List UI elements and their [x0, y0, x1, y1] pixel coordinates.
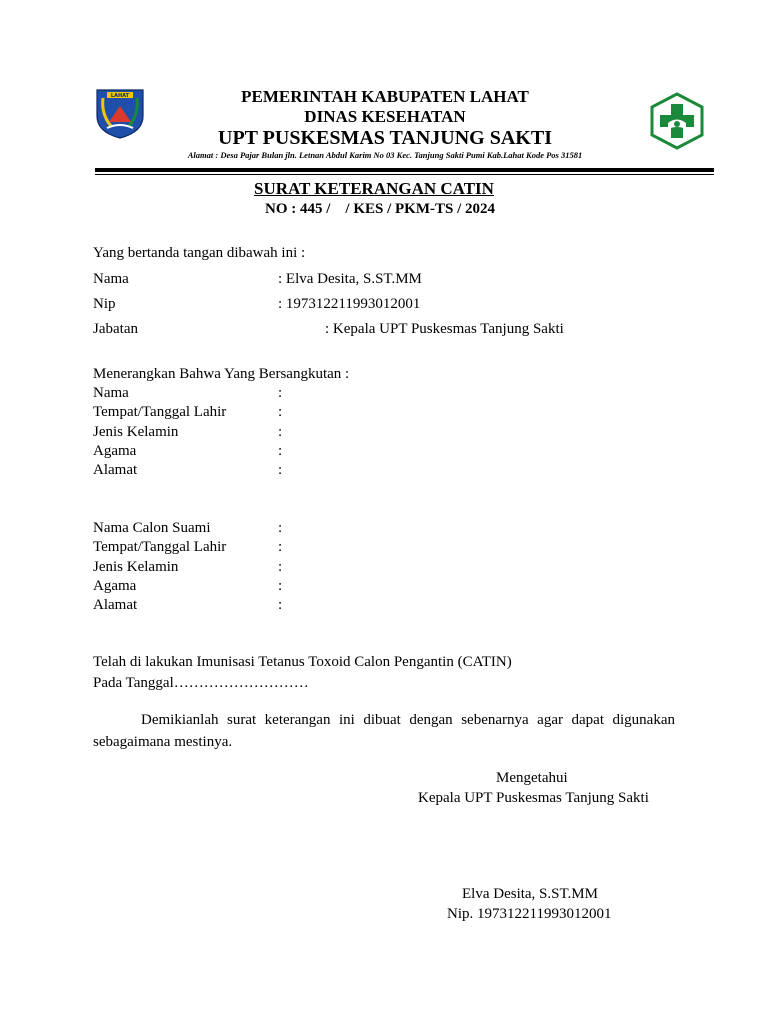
- field-colon: :: [278, 424, 283, 440]
- header-address: Alamat : Desa Pajar Bulan jln. Letnan Abdul Karim No 03 Kec. Tanjung Sakti Pumi Kab.Lahat Kode Pos 31581: [187, 150, 583, 160]
- document-title: SURAT KETERANGAN CATIN: [254, 179, 494, 198]
- field-colon: :: [278, 559, 283, 575]
- document-number: NO : 445 / / KES / PKM-TS / 2024: [265, 201, 496, 217]
- signature-nip: Nip. 197312211993012001: [447, 906, 612, 922]
- emblem-text: LAHAT: [110, 93, 130, 99]
- intro-text: Yang bertanda tangan dibawah ini :: [93, 245, 306, 261]
- immunization-statement: Telah di lakukan Imunisasi Tetanus Toxoid Calon Pengantin (CATIN): [93, 654, 512, 670]
- puskesmas-logo-icon: [648, 92, 706, 150]
- section1-field-gender: Jenis Kelamin: [93, 424, 179, 440]
- field-colon: :: [278, 404, 283, 420]
- field-colon: :: [278, 597, 283, 613]
- section2-field-birth: Tempat/Tanggal Lahir: [93, 539, 227, 555]
- header-divider-thin: [95, 174, 714, 175]
- signature-name: Elva Desita, S.ST.MM: [462, 886, 598, 902]
- section1-field-address: Alamat: [93, 462, 138, 478]
- section1-field-birth: Tempat/Tanggal Lahir: [93, 404, 227, 420]
- header-government: PEMERINTAH KABUPATEN LAHAT: [241, 87, 529, 106]
- section2-field-gender: Jenis Kelamin: [93, 559, 179, 575]
- signature-mengetahui: Mengetahui: [496, 770, 568, 786]
- field-colon: :: [278, 385, 283, 401]
- section2-field-address: Alamat: [93, 597, 138, 613]
- section2-field-husband-name: Nama Calon Suami: [93, 520, 211, 536]
- closing-paragraph: Demikianlah surat keterangan ini dibuat dengan sebenarnya agar dapat digunakan sebagaimana mestinya.: [93, 712, 675, 750]
- field-colon: :: [278, 443, 283, 459]
- field-colon: :: [278, 539, 283, 555]
- field-colon: :: [278, 520, 283, 536]
- section1-field-name: Nama: [93, 385, 129, 401]
- field-colon: :: [278, 462, 283, 478]
- lahat-emblem-icon: [93, 86, 147, 140]
- header-department: DINAS KESEHATAN: [304, 107, 466, 126]
- header-institution: UPT PUSKESMAS TANJUNG SAKTI: [218, 127, 552, 149]
- signer-nip-value: : 197312211993012001: [278, 296, 421, 312]
- signer-jabatan-label: Jabatan: [93, 321, 138, 337]
- field-colon: :: [278, 578, 283, 594]
- signer-name-label: Nama: [93, 271, 129, 287]
- signer-nip-label: Nip: [93, 296, 116, 312]
- signer-jabatan-value: : Kepala UPT Puskesmas Tanjung Sakti: [325, 321, 564, 337]
- section1-field-religion: Agama: [93, 443, 137, 459]
- signature-position: Kepala UPT Puskesmas Tanjung Sakti: [418, 790, 649, 806]
- date-line: Pada Tanggal………………………: [93, 675, 309, 691]
- section2-field-religion: Agama: [93, 578, 137, 594]
- header-divider-thick: [95, 168, 714, 172]
- signer-name-value: : Elva Desita, S.ST.MM: [278, 271, 422, 287]
- section1-heading: Menerangkan Bahwa Yang Bersangkutan :: [93, 366, 350, 382]
